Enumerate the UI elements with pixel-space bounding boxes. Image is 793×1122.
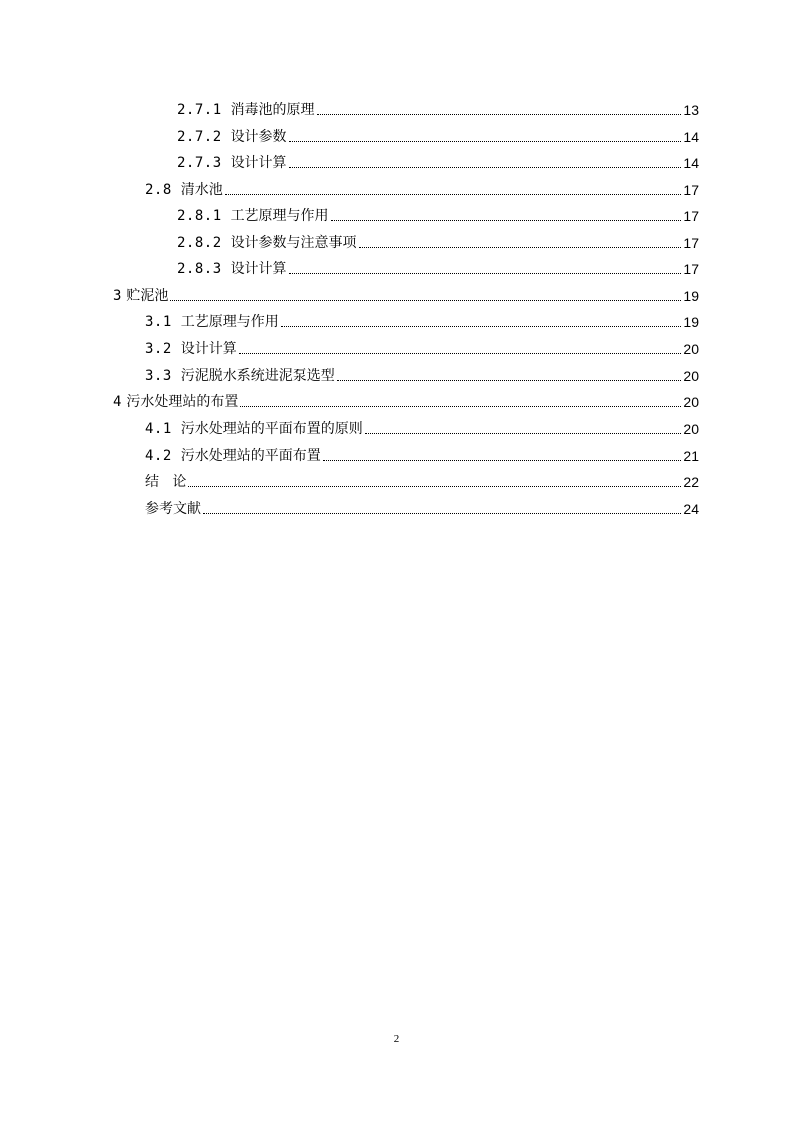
toc-entry-title: 污水处理站的布置 xyxy=(126,394,239,410)
dot-leader xyxy=(317,114,682,115)
dot-leader xyxy=(289,167,682,168)
toc-entry-title: 设计计算 xyxy=(180,341,237,357)
toc-entry-title: 工艺原理与作用 xyxy=(230,208,329,224)
toc-entry-number: 2.8.2 xyxy=(177,235,222,251)
toc-entry-number: 3.2 xyxy=(145,341,172,357)
toc-entry-page: 20 xyxy=(683,421,699,437)
toc-entry-number: 2.8.1 xyxy=(177,208,222,224)
toc-entry-title: 贮泥池 xyxy=(126,288,169,304)
toc-entry[interactable] xyxy=(145,366,699,386)
toc-entry-page: 20 xyxy=(683,341,699,357)
toc-entry-number: 3 xyxy=(113,288,122,304)
toc-entry-title: 参考文献 xyxy=(145,501,201,517)
dot-leader xyxy=(323,460,682,461)
dot-leader xyxy=(359,247,682,248)
toc-entry-page: 17 xyxy=(683,261,699,277)
toc-entry-title: 污泥脱水系统进泥泵选型 xyxy=(180,368,335,384)
dot-leader xyxy=(331,220,682,221)
toc-entry[interactable] xyxy=(177,100,699,120)
toc-entry[interactable] xyxy=(113,286,699,306)
page-number: 2 xyxy=(393,1033,400,1045)
dot-leader xyxy=(188,486,681,487)
dot-leader xyxy=(365,433,682,434)
dot-leader xyxy=(240,406,681,407)
toc-entry-title: 设计计算 xyxy=(230,261,287,277)
toc-entry-page: 14 xyxy=(683,155,699,171)
toc-entry-page: 20 xyxy=(683,394,699,410)
toc-entry[interactable] xyxy=(177,153,699,173)
toc-entry-page: 13 xyxy=(683,102,699,118)
dot-leader xyxy=(239,353,682,354)
toc-entry-number: 2.7.1 xyxy=(177,102,222,118)
toc-entry-title: 污水处理站的平面布置 xyxy=(180,448,321,464)
toc-entry-number: 4 xyxy=(113,394,122,410)
toc-entry-title: 污水处理站的平面布置的原则 xyxy=(180,421,363,437)
toc-entry[interactable] xyxy=(145,339,699,359)
toc-entry-title: 结 论 xyxy=(145,474,187,490)
toc-entry[interactable] xyxy=(145,446,699,466)
toc-entry-title: 设计参数 xyxy=(230,129,287,145)
toc-entry[interactable] xyxy=(177,233,699,253)
toc-entry-page: 17 xyxy=(683,235,699,251)
toc-entry-page: 21 xyxy=(683,448,699,464)
dot-leader xyxy=(225,194,682,195)
toc-entry[interactable] xyxy=(145,499,699,519)
toc-entry-page: 17 xyxy=(683,182,699,198)
dot-leader xyxy=(289,141,682,142)
toc-entry-number: 2.8 xyxy=(145,182,172,198)
toc-entry-page: 19 xyxy=(683,314,699,330)
toc-entry[interactable] xyxy=(145,419,699,439)
toc-entry[interactable] xyxy=(113,392,699,412)
toc-entry[interactable] xyxy=(145,312,699,332)
dot-leader xyxy=(289,273,682,274)
toc-entry-number: 4.2 xyxy=(145,448,172,464)
toc-entry-page: 20 xyxy=(683,368,699,384)
toc-entry-number: 2.8.3 xyxy=(177,261,222,277)
dot-leader xyxy=(170,300,681,301)
dot-leader xyxy=(281,326,682,327)
toc-entry-page: 19 xyxy=(683,288,699,304)
toc-entry-number: 4.1 xyxy=(145,421,172,437)
toc-entry-title: 工艺原理与作用 xyxy=(180,314,279,330)
toc-entry-number: 2.7.2 xyxy=(177,129,222,145)
toc-entry-title: 设计计算 xyxy=(230,155,287,171)
toc-entry[interactable] xyxy=(177,127,699,147)
dot-leader xyxy=(203,513,681,514)
toc-entry-page: 14 xyxy=(683,129,699,145)
toc-entry-number: 2.7.3 xyxy=(177,155,222,171)
toc-entry-page: 22 xyxy=(683,474,699,490)
toc-entry-number: 3.1 xyxy=(145,314,172,330)
toc-entry-page: 24 xyxy=(683,501,699,517)
toc-entry[interactable] xyxy=(145,472,699,492)
toc-entry[interactable] xyxy=(145,180,699,200)
toc-entry-number: 3.3 xyxy=(145,368,172,384)
toc-entry-title: 清水池 xyxy=(180,182,223,198)
toc-entry[interactable] xyxy=(177,259,699,279)
toc-entry[interactable] xyxy=(177,206,699,226)
toc-entry-title: 设计参数与注意事项 xyxy=(230,235,357,251)
toc-entry-page: 17 xyxy=(683,208,699,224)
dot-leader xyxy=(337,380,682,381)
toc-entry-title: 消毒池的原理 xyxy=(230,102,315,118)
